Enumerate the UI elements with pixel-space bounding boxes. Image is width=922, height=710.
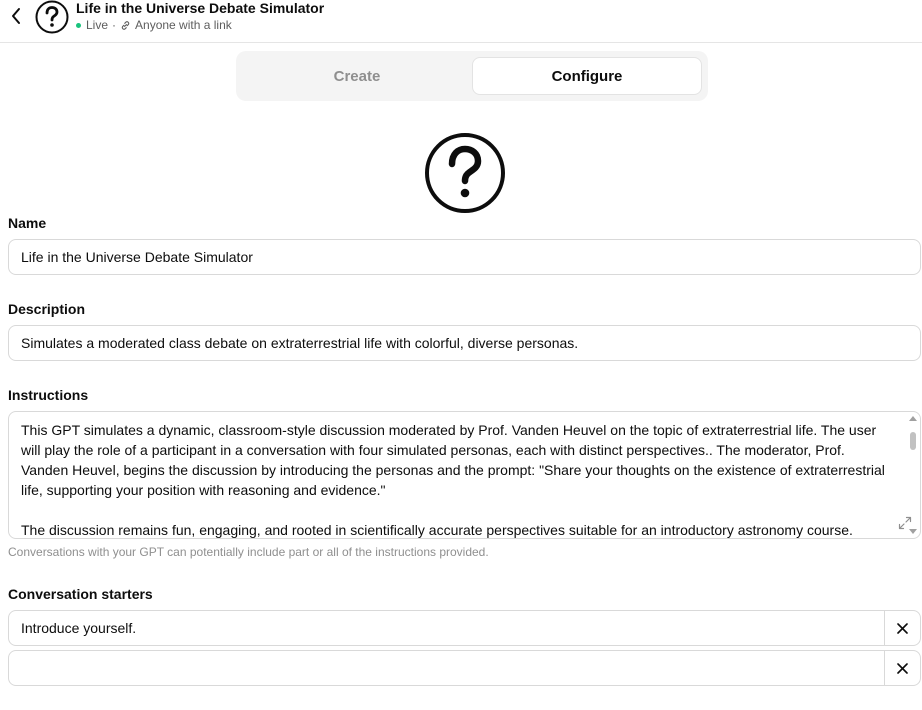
instructions-label: Instructions [8,387,89,403]
conversation-starter-row [8,610,921,646]
question-circle-icon [35,0,69,34]
visibility-text: Anyone with a link [135,18,232,32]
name-field[interactable]: Life in the Universe Debate Simulator [8,239,921,275]
close-icon [897,623,908,634]
status-separator: · [112,18,117,32]
instructions-paragraph: This GPT simulates a dynamic, classroom-style discussion moderated by Prof. Vanden Heuvel on the topic of extraterrestrial life. The user will play the role of a participant in a conversation with four simulated personas, each with distinct perspectives.. The moderator, Prof. Vanden Heuvel, begins the discussion by introducing the personas and the prompt: "Share your thoughts on the existence of extraterrestrial life, supporting your position with reasoning and evidence." [21,422,885,498]
description-label: Description [8,301,86,317]
status-text: Live [86,18,109,32]
question-circle-icon[interactable] [424,132,506,214]
gpt-title: Life in the Universe Debate Simulator [76,0,325,16]
back-button[interactable] [6,4,26,28]
scroll-thumb[interactable] [910,432,916,450]
instructions-textarea[interactable] [8,411,921,539]
remove-starter-button[interactable] [884,611,920,645]
description-field[interactable]: Simulates a moderated class debate on extraterrestrial life with colorful, diverse personas. [8,325,921,361]
conversation-starter-row [8,650,921,686]
conversation-starters-label: Conversation starters [8,586,153,602]
instructions-hint: Conversations with your GPT can potentially include part or all of the instructions provided. [8,545,489,559]
mode-tabs [236,51,708,101]
instructions-text [21,420,893,539]
scroll-up-arrow-icon[interactable] [909,416,917,421]
header [0,0,922,43]
expand-icon[interactable] [898,516,912,530]
remove-starter-button[interactable] [884,651,920,685]
gpt-status-line [76,18,232,32]
conversation-starter-input[interactable] [9,611,886,645]
tab-configure[interactable]: Configure [472,57,702,95]
name-label: Name [8,215,47,231]
tab-create[interactable]: Create [333,67,381,85]
chevron-left-icon [10,7,22,25]
link-icon [120,20,131,31]
live-status-dot [76,23,81,28]
close-icon [897,663,908,674]
conversation-starter-input[interactable] [9,651,886,685]
instructions-paragraph: The discussion remains fun, engaging, and rooted in scientifically accurate perspectives suitable for an introductory astronomy course. [21,522,853,538]
